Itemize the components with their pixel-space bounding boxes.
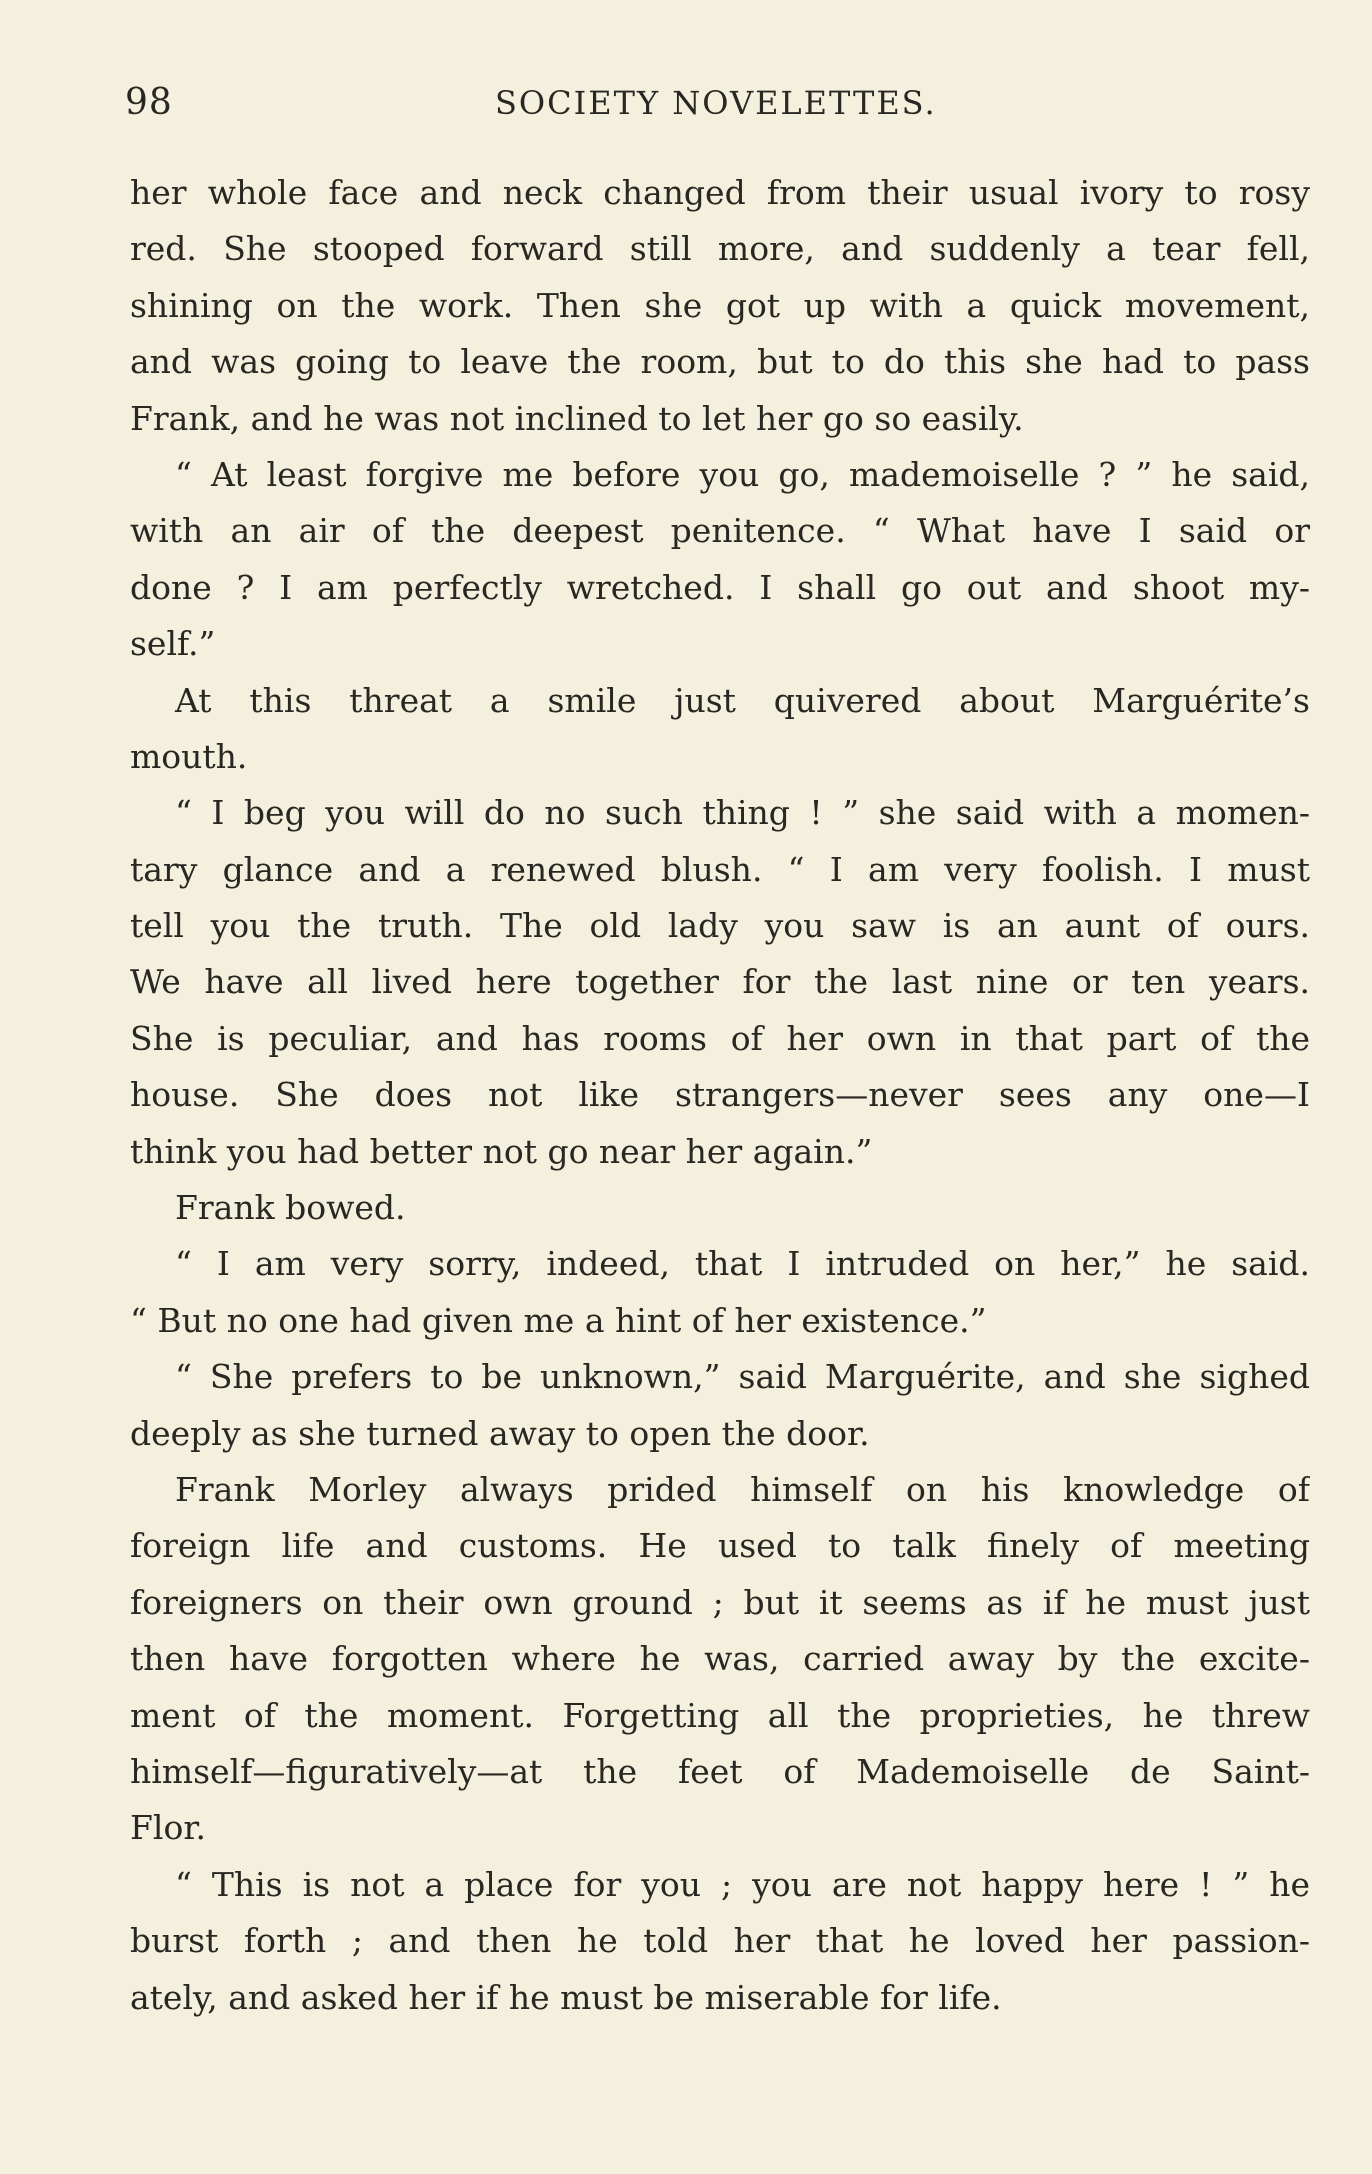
text-line: “ I am very sorry, indeed, that I intruded on her,” he said. xyxy=(175,1244,1310,1284)
text-line: mouth. xyxy=(130,736,248,776)
text-line: “ At least forgive me before you go, mademoiselle ? ” he said, xyxy=(175,454,1310,494)
running-title: SOCIETY NOVELETTES. xyxy=(495,84,937,122)
page-header xyxy=(125,78,1305,128)
text-line: then have forgotten where he was, carried away by the excite- xyxy=(130,1639,1310,1679)
text-line: red. She stooped forward still more, and suddenly a tear fell, xyxy=(130,229,1310,269)
text-line: At this threat a smile just quivered about Marguérite’s xyxy=(175,680,1310,720)
text-line: ately, and asked her if he must be miserable for life. xyxy=(130,1977,1002,2017)
text-line: “ I beg you will do no such thing ! ” she said with a momen- xyxy=(175,793,1310,833)
text-line: “ She prefers to be unknown,” said Marguérite, and she sighed xyxy=(175,1357,1310,1397)
text-line: burst forth ; and then he told her that he loved her passion- xyxy=(130,1921,1310,1961)
text-line: tell you the truth. The old lady you saw is an aunt of ours. xyxy=(130,906,1310,946)
text-line: self.” xyxy=(130,624,216,664)
text-line: “ But no one had given me a hint of her existence.” xyxy=(130,1300,987,1340)
text-line: deeply as she turned away to open the door. xyxy=(130,1413,870,1453)
text-line: Frank bowed. xyxy=(175,1188,406,1228)
text-line: with an air of the deepest penitence. “ What have I said or xyxy=(130,511,1310,551)
text-line: and was going to leave the room, but to do this she had to pass xyxy=(130,342,1310,382)
text-line: house. She does not like strangers—never sees any one—I xyxy=(130,1075,1310,1115)
text-line: Flor. xyxy=(130,1808,206,1848)
text-line: foreign life and customs. He used to talk finely of meeting xyxy=(130,1526,1310,1566)
text-line: shining on the work. Then she got up with a quick movement, xyxy=(130,285,1310,325)
text-line: himself—figuratively—at the feet of Mademoiselle de Saint- xyxy=(130,1751,1310,1791)
text-line: She is peculiar, and has rooms of her own in that part of the xyxy=(130,1018,1310,1058)
text-line: Frank, and he was not inclined to let her go so easily. xyxy=(130,398,1024,438)
text-line: foreigners on their own ground ; but it seems as if he must just xyxy=(130,1582,1310,1622)
text-line: Frank Morley always prided himself on his knowledge of xyxy=(175,1469,1310,1509)
text-line: done ? I am perfectly wretched. I shall go out and shoot my- xyxy=(130,567,1310,607)
text-line: “ This is not a place for you ; you are not happy here ! ” he xyxy=(175,1864,1310,1904)
text-line: We have all lived here together for the last nine or ten years. xyxy=(130,962,1310,1002)
text-line: her whole face and neck changed from their usual ivory to rosy xyxy=(130,173,1310,212)
text-line: think you had better not go near her again.” xyxy=(130,1131,873,1171)
text-line: ment of the moment. Forgetting all the proprieties, he threw xyxy=(130,1695,1310,1735)
page-number: 98 xyxy=(125,82,173,123)
text-line: tary glance and a renewed blush. “ I am very foolish. I must xyxy=(130,849,1310,889)
body-text xyxy=(130,165,1310,2026)
